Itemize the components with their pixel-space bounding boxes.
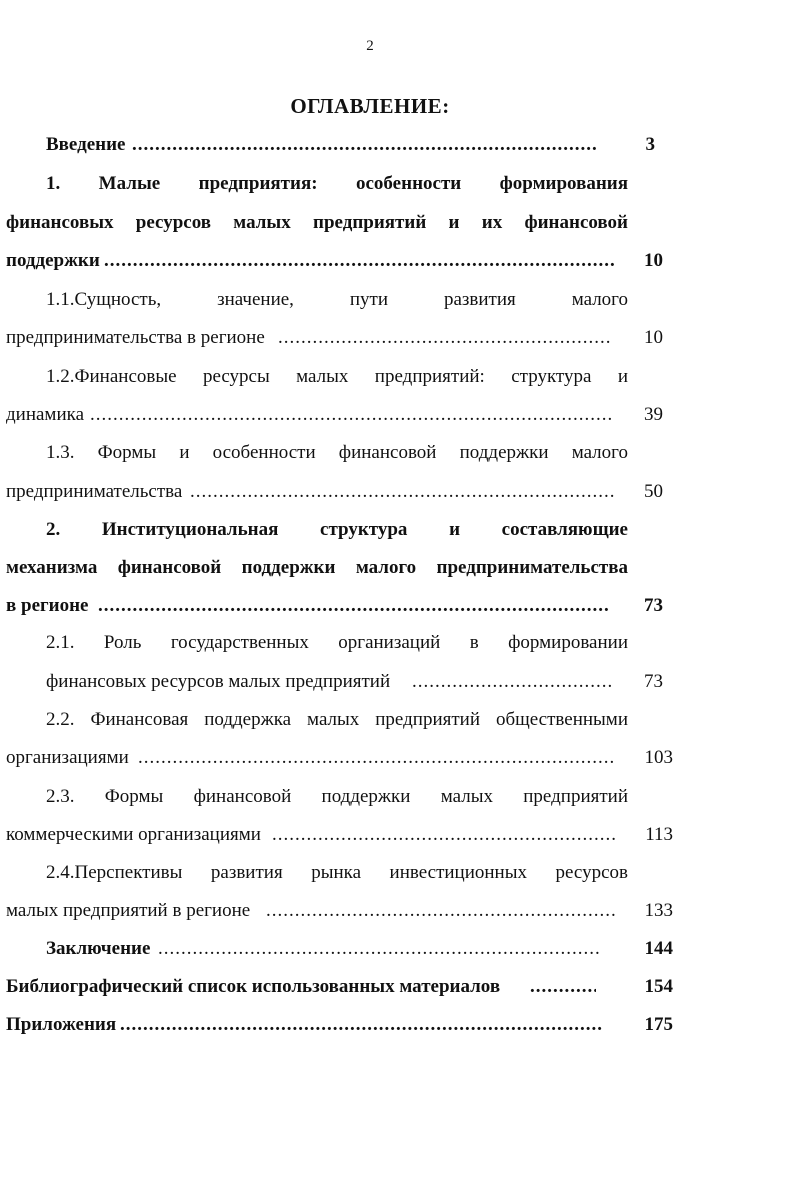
toc-entry-text: поддержки: [6, 250, 100, 271]
toc-entry-text: механизма финансовой поддержки малого предпринимательства: [6, 557, 628, 578]
toc-page-number: 113: [645, 824, 673, 845]
leader-dots: [98, 594, 610, 618]
toc-entry-text: в регионе: [6, 595, 89, 616]
toc-entry-text: предпринимательства: [6, 481, 183, 502]
leader-dots: [272, 823, 616, 847]
toc-entry-text: предпринимательства в регионе: [6, 327, 265, 348]
toc-entry-text: 2.4.Перспективы развития рынка инвестиционных ресурсов: [46, 862, 628, 883]
toc-page-number: 175: [644, 1014, 673, 1035]
leader-dots: [190, 480, 614, 504]
toc-page-number: 144: [644, 938, 673, 959]
page-title: ОГЛАВЛЕНИЕ:: [290, 94, 450, 118]
page-number: 2: [366, 38, 374, 54]
toc-entry-text: 2.2. Финансовая поддержка малых предприятий общественными: [46, 709, 628, 730]
toc-page-number: 73: [644, 671, 663, 692]
leader-dots: [132, 133, 598, 157]
toc-entry-text: Заключение: [46, 938, 151, 959]
toc-page-number: 73: [644, 595, 663, 616]
toc-entry-text: 1.3. Формы и особенности финансовой поддержки малого: [46, 442, 628, 463]
toc-entry-text: финансовых ресурсов малых предприятий: [46, 671, 391, 692]
toc-entry-text: 2.3. Формы финансовой поддержки малых предприятий: [46, 786, 628, 807]
leader-dots: [530, 975, 596, 999]
toc-entry-text: 1.2.Финансовые ресурсы малых предприятий: структура и: [46, 366, 628, 387]
toc-page-number: 10: [644, 327, 663, 348]
leader-dots: [120, 1013, 602, 1037]
toc-page-number: 50: [644, 481, 663, 502]
toc-page-number: 133: [644, 900, 673, 921]
toc-page-number: 103: [644, 747, 673, 768]
leader-dots: [138, 746, 616, 770]
leader-dots: [158, 937, 600, 961]
toc-entry-text: организациями: [6, 747, 129, 768]
toc-entry-text: 1.1.Сущность, значение, пути развития малого: [46, 289, 628, 310]
toc-page-number: 39: [644, 404, 663, 425]
leader-dots: [412, 670, 614, 694]
leader-dots: [266, 899, 616, 923]
toc-entry-text: финансовых ресурсов малых предприятий и их финансовой: [6, 212, 628, 233]
leader-dots: [104, 249, 616, 273]
toc-entry-text: динамика: [6, 404, 85, 425]
toc-page-number: 10: [644, 250, 663, 271]
toc-entry-text: малых предприятий в регионе: [6, 900, 251, 921]
toc-entry-text: 2.1. Роль государственных организаций в формировании: [46, 632, 628, 653]
leader-dots: [90, 403, 614, 427]
toc-page-number: 154: [644, 976, 673, 997]
toc-entry-text: 1. Малые предприятия: особенности формирования: [46, 173, 628, 194]
toc-entry-text: Приложения: [6, 1014, 117, 1035]
toc-page-number: 3: [645, 134, 655, 155]
toc-entry-text: коммерческими организациями: [6, 824, 261, 845]
toc-entry-text: Библиографический список использованных материалов: [6, 976, 501, 997]
toc-entry-text: 2. Институциональная структура и составляющие: [46, 519, 628, 540]
toc-entry-text: Введение: [46, 134, 126, 155]
leader-dots: [278, 326, 612, 350]
